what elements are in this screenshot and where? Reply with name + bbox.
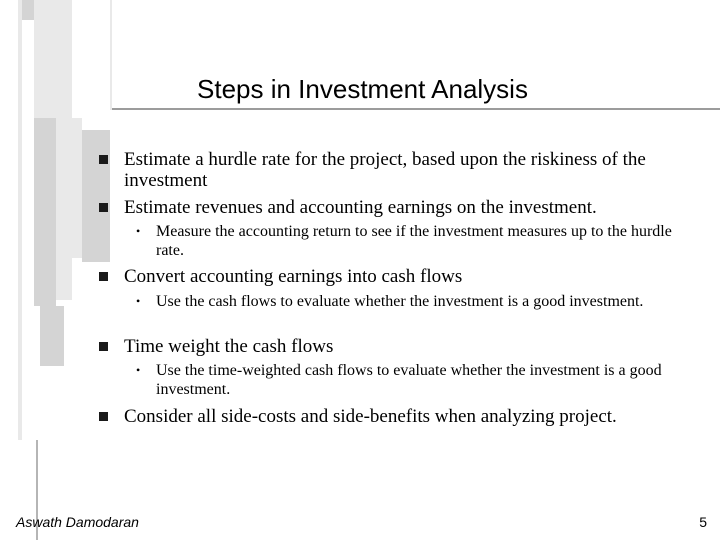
decorative-bar [82, 130, 110, 262]
bullet-square [99, 412, 108, 421]
sub-bullet-dot: • [136, 294, 141, 308]
decorative-bar [22, 0, 34, 20]
slide-title: Steps in Investment Analysis [197, 74, 528, 104]
sub-bullet-text: Measure the accounting return to see if the investment measures up to the hurdle rate. [156, 223, 672, 259]
footer-author: Aswath Damodaran [16, 514, 139, 530]
decorative-bar [18, 0, 22, 440]
sub-bullet-dot: • [136, 224, 141, 238]
bullet-square [99, 342, 108, 351]
bullet-square [99, 155, 108, 164]
bullet-text: Consider all side-costs and side-benefits when analyzing project. [124, 406, 617, 427]
title-underline [112, 108, 720, 110]
sub-bullet-text: Use the cash flows to evaluate whether the investment is a good investment. [156, 293, 644, 310]
page-number: 5 [699, 514, 707, 530]
sub-bullet-dot: • [136, 363, 141, 377]
decorative-bar [34, 118, 56, 306]
decorative-bar [56, 118, 82, 258]
bullet-text: Estimate revenues and accounting earnings on the investment. [124, 197, 597, 218]
bullet-square [99, 272, 108, 281]
decorative-bar [40, 306, 64, 366]
bullet-text: Convert accounting earnings into cash flows [124, 266, 463, 287]
sub-bullet-text: Use the time-weighted cash flows to evaluate whether the investment is a good investment. [156, 362, 662, 398]
bullet-square [99, 203, 108, 212]
bullet-text: Estimate a hurdle rate for the project, based upon the riskiness of the investment [124, 149, 646, 191]
bullet-text: Time weight the cash flows [124, 336, 334, 357]
